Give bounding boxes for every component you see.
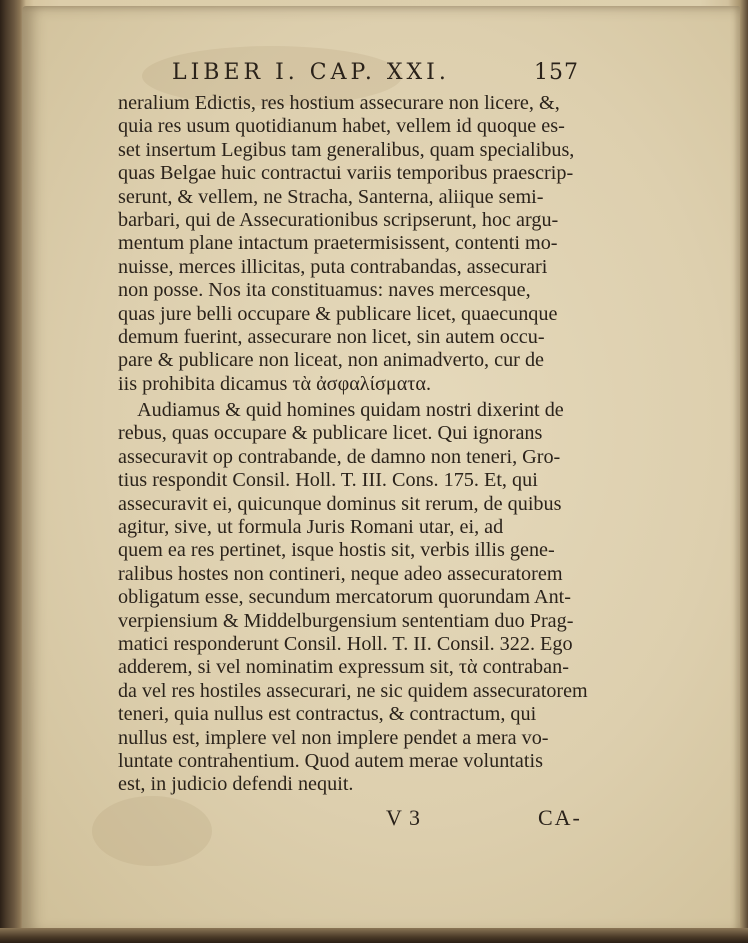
text-line: assecuravit ei, quicunque dominus sit rerum, de quibus [118, 492, 562, 515]
text-line: da vel res hostiles assecurari, ne sic quidem assecuratorem [118, 679, 588, 702]
text-line: luntate contrahentium. Quod autem merae voluntatis [118, 749, 543, 772]
text-line: set insertum Legibus tam generalibus, quam specialibus, [118, 138, 575, 161]
page-bottom-edge [0, 928, 748, 943]
signature-mark: V 3 [386, 805, 421, 830]
text-line: tius respondit Consil. Holl. T. III. Cons. 175. Et, qui [118, 469, 538, 492]
text-line: mentum plane intactum praetermisissent, contenti mo- [118, 232, 558, 255]
text-line: agitur, sive, ut formula Juris Romani utar, ei, ad [118, 516, 504, 539]
catchword: CA- [538, 805, 582, 830]
text-line: rebus, quas occupare & publicare licet. Qui ignorans [118, 422, 543, 445]
text-line: adderem, si vel nominatim expressum sit, τὰ contraban- [118, 656, 569, 679]
text-line: Audiamus & quid homines quidam nostri dixerint de [118, 399, 564, 422]
text-line: quia res usum quotidianum habet, vellem id quoque es- [118, 115, 565, 138]
text-line: quas Belgae huic contractui variis temporibus praescrip- [118, 162, 574, 185]
text-line: ralibus hostes non contineri, neque adeo assecuratorem [118, 562, 563, 585]
text-line: nuisse, merces illicitas, puta contrabandas, assecurari [118, 255, 548, 278]
paper-stain [92, 796, 212, 866]
text-line: est, in judicio defendi nequit. [118, 773, 354, 796]
paragraph-1 [118, 92, 588, 396]
text-line: pare & publicare non liceat, non animadverto, cur de [118, 349, 545, 372]
text-line: iis prohibita dicamus τὰ ἀσφαλίσματα. [118, 372, 432, 395]
text-line: neralium Edictis, res hostium assecurare non licere, &, [118, 92, 560, 114]
body-text [118, 92, 588, 797]
text-line: serunt, & vellem, ne Stracha, Santerna, aliique semi- [118, 185, 544, 208]
text-line: teneri, quia nullus est contractus, & contractum, qui [118, 703, 537, 726]
text-line: quas jure belli occupare & publicare licet, quaecunque [118, 302, 558, 325]
running-head [172, 60, 602, 92]
text-line: assecuravit op contrabande, de damno non teneri, Gro- [118, 445, 561, 468]
paragraph-2 [118, 399, 588, 797]
text-line: verpiensium & Middelburgensium sententiam duo Prag- [118, 609, 574, 632]
text-line: nullus est, implere vel non implere pendet a mera vo- [118, 726, 549, 749]
text-line: quem ea res pertinet, isque hostis sit, verbis illis gene- [118, 539, 555, 562]
running-head-title: LIBER I. CAP. XXI. [172, 60, 450, 85]
text-line: matici responderunt Consil. Holl. T. II. Consil. 322. Ego [118, 632, 573, 655]
text-line: non posse. Nos ita constituamus: naves mercesque, [118, 279, 531, 302]
text-line: barbari, qui de Assecurationibus scripserunt, hoc argu- [118, 208, 559, 231]
page-number: 157 [534, 60, 579, 85]
text-line: demum fuerint, assecurare non licet, sin autem occu- [118, 325, 545, 348]
text-line: obligatum esse, secundum mercatorum quorundam Ant- [118, 586, 571, 609]
